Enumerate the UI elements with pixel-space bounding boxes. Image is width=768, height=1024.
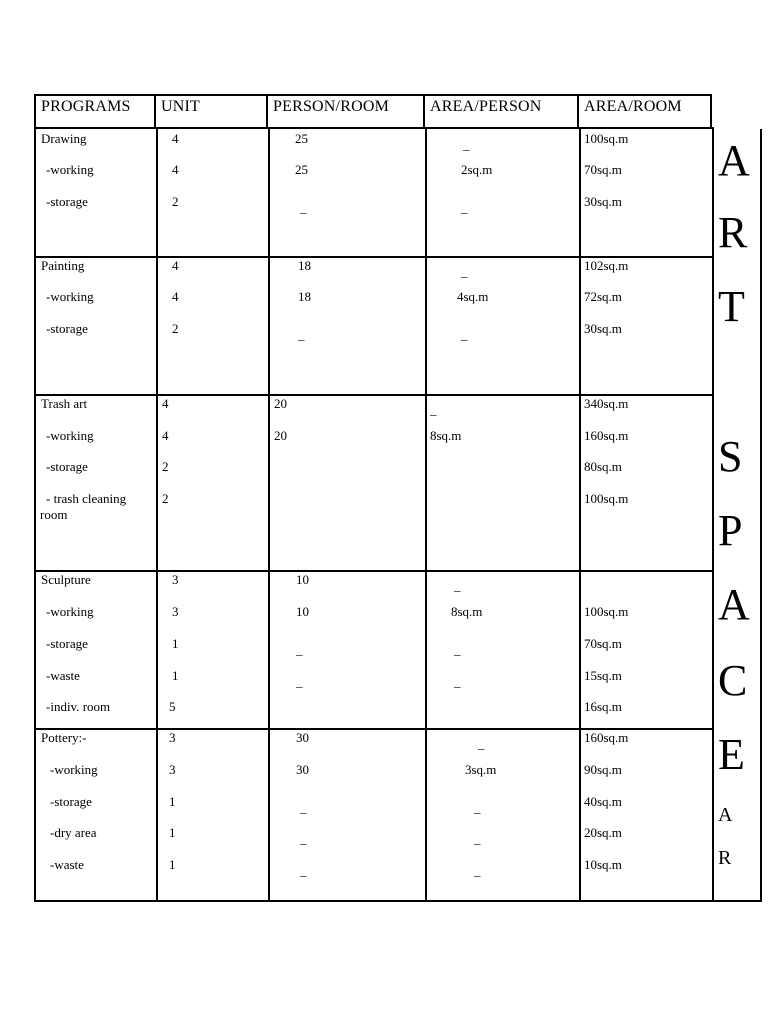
cell-area-room: 340sq.m (584, 396, 629, 411)
sidebar-letter: R (718, 847, 732, 869)
cell-unit: 1 (169, 857, 176, 872)
cell-unit: 4 (172, 162, 179, 177)
header-area-person (423, 94, 579, 129)
group-divider (34, 570, 712, 572)
col-divider (579, 127, 581, 900)
cell-area-person: _ (474, 863, 481, 878)
header-label: UNIT (161, 98, 201, 115)
cell-program: - trash cleaning room (40, 491, 127, 522)
cell-person-room: _ (298, 327, 305, 342)
cell-person-room: 10 (296, 604, 309, 619)
cell-area-person: _ (454, 642, 461, 657)
cell-area-room: 15sq.m (584, 668, 622, 683)
cell-area-room: 10sq.m (584, 857, 622, 872)
cell-program: -working (46, 162, 94, 177)
sidebar-letter: R (718, 208, 748, 257)
header-label: AREA/PERSON (430, 98, 542, 115)
cell-area-room: 30sq.m (584, 321, 622, 336)
cell-person-room: 18 (298, 258, 311, 273)
cell-program: -working (46, 289, 94, 304)
cell-unit: 3 (172, 572, 179, 587)
cell-unit: 4 (162, 396, 169, 411)
cell-area-room: 160sq.m (584, 730, 629, 745)
cell-area-room: 16sq.m (584, 699, 622, 714)
cell-person-room: _ (300, 863, 307, 878)
cell-program: Sculpture (41, 572, 91, 587)
sidebar-letter: E (718, 730, 745, 779)
cell-program: -dry area (50, 825, 97, 840)
cell-area-room: 90sq.m (584, 762, 622, 777)
cell-person-room: 10 (296, 572, 309, 587)
cell-person-room: 18 (298, 289, 311, 304)
cell-program: Pottery:- (41, 730, 87, 745)
header-label: PERSON/ROOM (273, 98, 390, 115)
cell-area-room: 20sq.m (584, 825, 622, 840)
sidebar-letter: A (718, 580, 750, 629)
cell-area-room: 30sq.m (584, 194, 622, 209)
sidebar-letter: S (718, 432, 743, 481)
cell-area-person: _ (474, 800, 481, 815)
cell-program: -indiv. room (46, 699, 111, 714)
cell-unit: 2 (162, 491, 169, 506)
cell-person-room: _ (300, 800, 307, 815)
cell-area-person: _ (474, 831, 481, 846)
header-label: AREA/ROOM (584, 98, 682, 115)
cell-person-room: 25 (295, 131, 308, 146)
cell-unit: 3 (169, 762, 176, 777)
cell-area-person: 4sq.m (457, 289, 489, 304)
cell-program: -working (46, 428, 94, 443)
cell-area-room: 80sq.m (584, 459, 622, 474)
cell-area-person: _ (454, 674, 461, 689)
cell-program: Trash art (41, 396, 88, 411)
cell-unit: 4 (172, 289, 179, 304)
cell-person-room: 20 (274, 396, 287, 411)
cell-area-person: _ (430, 402, 437, 417)
header-area-room (577, 94, 712, 129)
sidebar-letter: C (718, 656, 748, 705)
cell-area-room: 40sq.m (584, 794, 622, 809)
cell-unit: 1 (169, 825, 176, 840)
cell-unit: 1 (169, 794, 176, 809)
cell-area-room: 100sq.m (584, 604, 629, 619)
cell-area-room: 70sq.m (584, 636, 622, 651)
cell-program: -storage (46, 459, 88, 474)
cell-program: Painting (41, 258, 85, 273)
cell-area-person: 8sq.m (451, 604, 483, 619)
cell-program: -working (50, 762, 98, 777)
sidebar-letter: P (718, 506, 743, 555)
cell-unit: 2 (172, 194, 179, 209)
cell-area-room: 102sq.m (584, 258, 629, 273)
cell-program: -storage (46, 321, 88, 336)
sidebar-letter: A (718, 136, 750, 185)
cell-program: -storage (50, 794, 92, 809)
cell-area-person: 8sq.m (430, 428, 462, 443)
header-programs (34, 94, 156, 129)
cell-area-room: 72sq.m (584, 289, 622, 304)
header-label: PROGRAMS (41, 98, 131, 115)
cell-person-room: _ (296, 642, 303, 657)
cell-unit: 2 (172, 321, 179, 336)
cell-area-room: 100sq.m (584, 131, 629, 146)
cell-person-room: 30 (296, 762, 309, 777)
cell-area-person: _ (461, 264, 468, 279)
cell-unit: 3 (172, 604, 179, 619)
cell-program: -waste (50, 857, 84, 872)
cell-person-room: _ (300, 200, 307, 215)
col-divider (268, 127, 270, 900)
cell-area-person: _ (461, 200, 468, 215)
cell-person-room: _ (300, 831, 307, 846)
cell-area-person: _ (478, 736, 485, 751)
sidebar-letter: A (718, 804, 733, 826)
cell-area-person: _ (454, 578, 461, 593)
cell-program: -working (46, 604, 94, 619)
art-space-vertical-label (712, 129, 762, 902)
cell-unit: 5 (169, 699, 176, 714)
sidebar-letter: T (718, 282, 745, 331)
cell-person-room: _ (296, 674, 303, 689)
cell-unit: 1 (172, 668, 179, 683)
cell-person-room: 25 (295, 162, 308, 177)
cell-program: -storage (46, 194, 88, 209)
cell-area-room: 100sq.m (584, 491, 629, 506)
col-divider (425, 127, 427, 900)
cell-unit: 4 (162, 428, 169, 443)
cell-area-person: 2sq.m (461, 162, 493, 177)
cell-area-room: 70sq.m (584, 162, 622, 177)
cell-program: -storage (46, 636, 88, 651)
cell-area-person: _ (461, 327, 468, 342)
cell-person-room: 20 (274, 428, 287, 443)
cell-unit: 3 (169, 730, 176, 745)
cell-area-room: 160sq.m (584, 428, 629, 443)
cell-person-room: 30 (296, 730, 309, 745)
cell-area-person: 3sq.m (465, 762, 497, 777)
cell-unit: 1 (172, 636, 179, 651)
header-unit (154, 94, 268, 129)
cell-program: -waste (46, 668, 80, 683)
header-person-room (266, 94, 425, 129)
cell-unit: 2 (162, 459, 169, 474)
cell-area-person: _ (463, 137, 470, 152)
cell-program: Drawing (41, 131, 87, 146)
cell-unit: 4 (172, 258, 179, 273)
col-divider (156, 127, 158, 900)
cell-unit: 4 (172, 131, 179, 146)
